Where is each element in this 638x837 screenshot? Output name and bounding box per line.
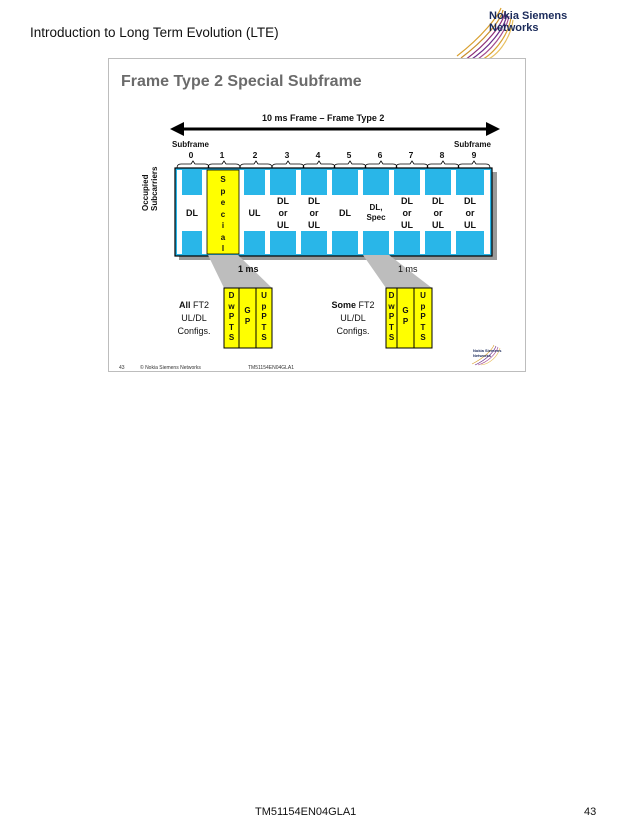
special-letter: e <box>220 198 226 207</box>
one-ms-label-left: 1 ms <box>238 264 259 274</box>
or-text: or <box>278 208 288 218</box>
dwpts-letter: T <box>229 322 234 332</box>
uppts-letter: U <box>261 291 267 300</box>
subframe-3-label <box>270 195 296 231</box>
gp-column-left <box>239 306 256 327</box>
uppts-letter: T <box>420 322 426 332</box>
ul-text: UL <box>277 220 289 230</box>
dwpts-letter: w <box>388 301 395 311</box>
ul-text: UL <box>432 220 444 230</box>
subframe-7-label <box>394 195 420 231</box>
dwpts-letter: w <box>228 301 235 311</box>
special-letter: p <box>220 186 226 196</box>
slide-logo-line-1: Nokia Siemens <box>473 348 502 353</box>
dwpts-letter: P <box>228 312 235 321</box>
dl-text: DL <box>308 196 320 206</box>
subframe-label-right: Subframe <box>454 140 491 149</box>
slide-footer-copyright: © Nokia Siemens Networks <box>140 365 201 371</box>
subframe-6-line: DL, <box>369 203 383 212</box>
subframe-number: 5 <box>346 150 352 160</box>
subframe-number: 2 <box>252 150 258 160</box>
uppts-letter: S <box>261 333 267 342</box>
gp-column-right <box>397 306 414 327</box>
dwpts-column-left <box>224 291 239 344</box>
or-text: or <box>433 208 443 218</box>
slide-footer-number: 43 <box>119 365 125 371</box>
ul-text: UL <box>464 220 476 230</box>
frame-label: 10 ms Frame – Frame Type 2 <box>262 113 385 123</box>
gp-letter: G <box>402 306 409 315</box>
ul-text: UL <box>308 220 320 230</box>
subframe-9-label <box>456 195 484 231</box>
uppts-letter: U <box>420 291 426 300</box>
uppts-letter: S <box>420 333 426 342</box>
uppts-letter: P <box>261 312 267 321</box>
uppts-column-left <box>256 291 272 344</box>
config-left-bold: All <box>178 300 191 310</box>
config-left-line2: UL/DL <box>181 313 207 323</box>
gp-letter: P <box>402 316 409 326</box>
dwpts-letter: S <box>388 333 395 342</box>
subframe-4-label <box>301 195 327 231</box>
subframe-6-line: Spec <box>366 213 386 222</box>
dwpts-letter: T <box>389 322 394 332</box>
logo-line-1: Nokia Siemens <box>489 10 568 22</box>
config-left-line3: Configs. <box>177 326 211 336</box>
slide-footer-doc: TM51154EN04GLA1 <box>248 365 295 371</box>
subframe-braces <box>177 161 490 168</box>
config-label-right <box>322 299 384 338</box>
subframe-0-label: DL <box>186 208 198 218</box>
one-ms-label-right: 1 ms <box>398 264 418 274</box>
special-letter: l <box>221 244 225 253</box>
subframe-label-left: Subframe <box>172 140 209 149</box>
dwpts-column-right <box>386 291 397 344</box>
or-text: or <box>309 208 319 218</box>
or-text: or <box>402 208 412 218</box>
special-letter: a <box>220 232 226 242</box>
subframe-6-label <box>363 203 389 223</box>
config-label-left <box>168 299 220 338</box>
subframe-number: 7 <box>408 150 414 160</box>
axis-label-line-1: Occupied <box>141 174 150 211</box>
subframe-number: 0 <box>188 150 194 160</box>
slide-title: Frame Type 2 Special Subframe <box>121 73 362 90</box>
special-subframe-label <box>207 174 239 255</box>
subframe-number: 1 <box>219 150 225 160</box>
subframe-number: 8 <box>439 150 445 160</box>
config-right-line1 <box>322 299 384 312</box>
dwpts-letter: D <box>388 291 395 300</box>
config-left-line1 <box>168 299 220 312</box>
subframe-number: 4 <box>315 150 321 160</box>
slide-logo-line-2: Networks <box>473 353 492 358</box>
dl-text: DL <box>432 196 444 206</box>
logo-line-2: Networks <box>489 22 539 34</box>
uppts-letter: T <box>261 322 267 332</box>
subframe-number: 6 <box>377 150 383 160</box>
special-letter: S <box>220 175 226 184</box>
dl-text: DL <box>401 196 413 206</box>
document-header-title: Introduction to Long Term Evolution (LTE) <box>30 25 279 40</box>
config-right-bold: Some <box>331 300 356 310</box>
gp-letter: P <box>244 316 251 326</box>
ul-text: UL <box>401 220 413 230</box>
config-right-rest: FT2 <box>356 300 375 310</box>
dwpts-letter: P <box>388 312 395 321</box>
axis-label-line-2: Subcarriers <box>150 166 159 211</box>
slide-logo <box>470 344 520 366</box>
config-right-line3: Configs. <box>336 326 370 336</box>
subframe-number: 9 <box>471 150 477 160</box>
subframe-number: 3 <box>284 150 290 160</box>
slide-logo-text <box>473 348 501 358</box>
uppts-letter: p <box>261 301 267 311</box>
uppts-column-right <box>414 291 432 344</box>
gp-letter: G <box>244 306 251 315</box>
dwpts-letter: S <box>228 333 235 342</box>
special-letter: i <box>221 221 225 230</box>
special-letter: c <box>220 209 226 219</box>
or-text: or <box>465 208 475 218</box>
subframe-2-label: UL <box>248 208 261 218</box>
subframe-8-label <box>425 195 451 231</box>
uppts-letter: p <box>420 301 426 311</box>
dl-text: DL <box>277 196 289 206</box>
dl-text: DL <box>464 196 476 206</box>
dwpts-letter: D <box>228 291 235 300</box>
page-number: 43 <box>584 806 597 818</box>
page-footer-doc-id: TM51154EN04GLA1 <box>255 806 357 818</box>
uppts-letter: P <box>420 312 426 321</box>
config-right-line2: UL/DL <box>340 313 366 323</box>
config-left-rest: FT2 <box>190 300 210 310</box>
subframe-5-label: DL <box>339 208 351 218</box>
